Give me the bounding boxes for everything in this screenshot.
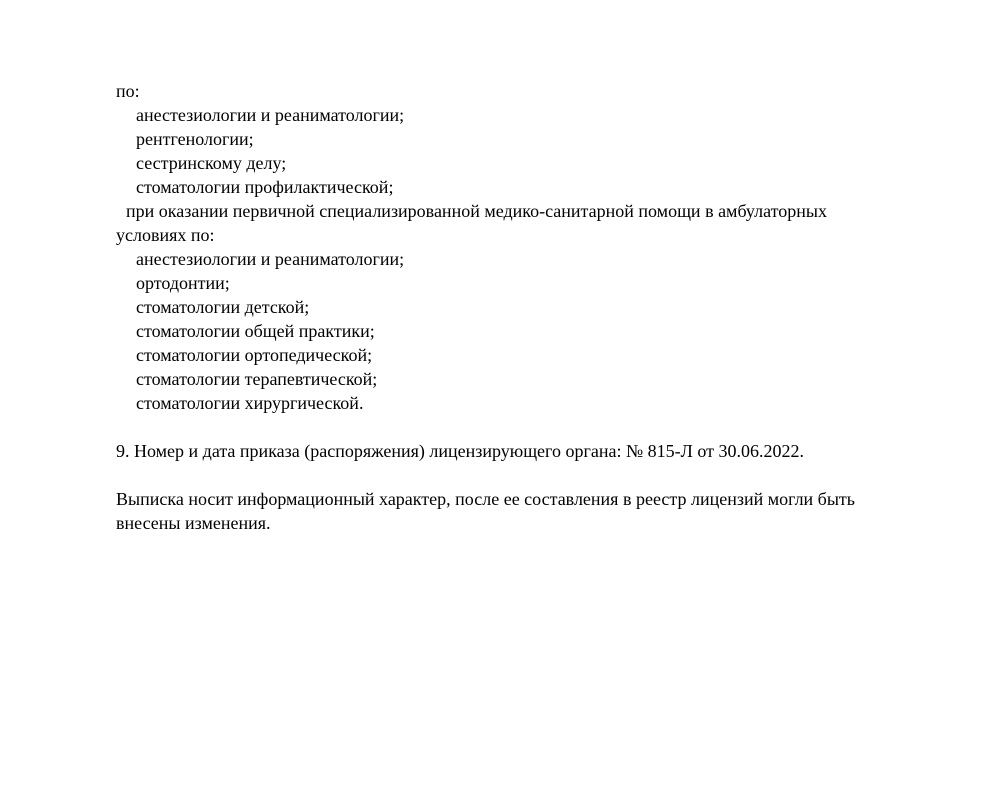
- document-page: [116, 79, 946, 535]
- disclaimer-paragraph: [116, 487, 946, 535]
- list-item: стоматологии профилактической;: [136, 177, 394, 197]
- list-item: стоматологии детской;: [136, 297, 310, 317]
- services-list-b: [116, 199, 946, 415]
- list-intro: по:: [116, 81, 140, 101]
- list-item: стоматологии терапевтической;: [136, 369, 378, 389]
- list-item: рентгенологии;: [136, 129, 254, 149]
- list-item: стоматологии общей практики;: [136, 321, 375, 341]
- list-item: анестезиологии и реаниматологии;: [136, 105, 405, 125]
- list-item: анестезиологии и реаниматологии;: [136, 249, 405, 269]
- list-item: стоматологии ортопедической;: [136, 345, 373, 365]
- list-item: сестринскому делу;: [136, 153, 287, 173]
- disclaimer-line: внесены изменения.: [116, 513, 271, 533]
- list-item: стоматологии хирургической.: [136, 393, 364, 413]
- spacer: [116, 415, 946, 439]
- spacer: [116, 463, 946, 487]
- section-heading: при оказании первичной специализированной медико-санитарной помощи в амбулаторных: [126, 201, 827, 221]
- section-heading-continuation: условиях по:: [116, 225, 215, 245]
- disclaimer-line: Выписка носит информационный характер, после ее составления в реестр лицензий могли быть: [116, 489, 856, 509]
- services-list-a: [116, 79, 946, 199]
- order-number-paragraph: 9. Номер и дата приказа (распоряжения) лицензирующего органа: № 815-Л от 30.06.2022.: [116, 441, 804, 461]
- list-item: ортодонтии;: [136, 273, 230, 293]
